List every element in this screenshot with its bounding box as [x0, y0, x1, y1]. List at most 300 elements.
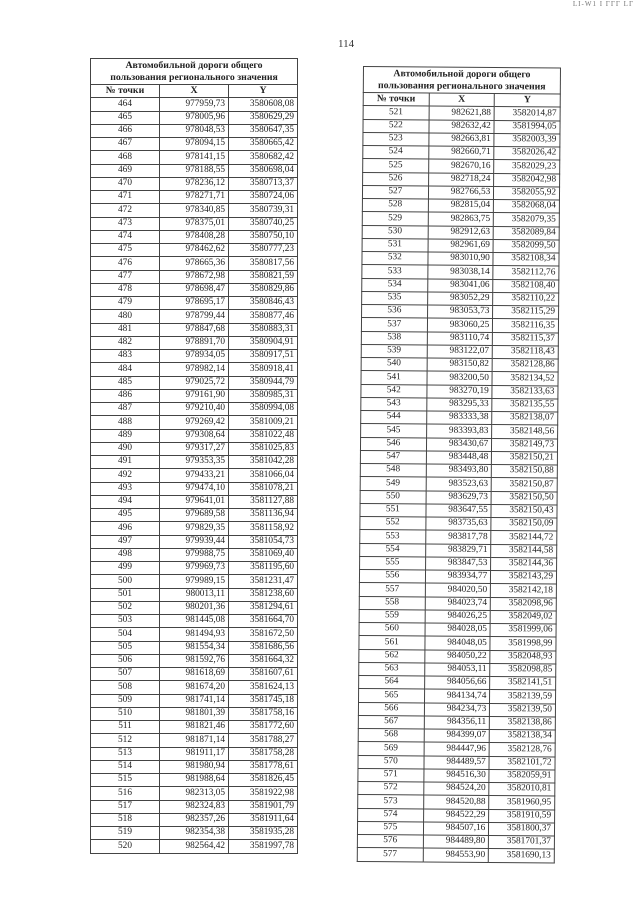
cell-x: 979829,35 [160, 522, 229, 535]
cell-x: 978891,70 [160, 336, 229, 349]
cell-point-number: 500 [91, 575, 160, 588]
cell-y: 3581066,04 [229, 469, 298, 482]
cell-x: 979269,42 [160, 416, 229, 429]
cell-point-number: 484 [91, 363, 160, 376]
cell-point-number: 541 [361, 371, 427, 385]
cell-point-number: 550 [360, 490, 426, 504]
cell-x: 983817,78 [425, 530, 491, 544]
cell-x: 981618,69 [160, 668, 229, 681]
cell-y: 3581607,61 [229, 668, 298, 681]
cell-x: 978934,05 [160, 350, 229, 363]
table-row [91, 813, 298, 826]
cell-x: 979210,40 [160, 403, 229, 416]
cell-point-number: 555 [360, 556, 426, 570]
cell-x: 982564,42 [160, 840, 229, 853]
cell-x: 983150,82 [427, 358, 493, 372]
cell-y: 3581800,37 [489, 822, 555, 836]
table-row [91, 350, 298, 363]
cell-y: 3581009,21 [229, 416, 298, 429]
cell-point-number: 472 [91, 204, 160, 217]
table-row [91, 747, 298, 760]
cell-x: 983270,19 [427, 385, 493, 399]
cell-y: 3582026,42 [494, 147, 560, 161]
cell-x: 981988,64 [160, 774, 229, 787]
cell-point-number: 505 [91, 641, 160, 654]
cell-point-number: 498 [91, 548, 160, 561]
cell-x: 984520,88 [423, 795, 489, 809]
cell-x: 982670,16 [428, 159, 494, 173]
cell-x: 983010,90 [428, 252, 494, 266]
cell-x: 978340,85 [160, 204, 229, 217]
table-row [91, 840, 298, 853]
table-row [91, 310, 298, 323]
cell-point-number: 502 [91, 601, 160, 614]
table-row [91, 164, 298, 177]
cell-x: 984516,30 [424, 769, 490, 783]
cell-y: 3581690,13 [489, 849, 555, 863]
cell-point-number: 471 [91, 191, 160, 204]
cell-y: 3581998,99 [490, 637, 556, 651]
table-row [91, 230, 298, 243]
cell-point-number: 528 [362, 198, 428, 212]
cell-point-number: 477 [91, 270, 160, 283]
table-row [91, 270, 298, 283]
cell-x: 982863,75 [428, 212, 494, 226]
table-row [91, 217, 298, 230]
cell-x: 982621,88 [429, 106, 495, 120]
cell-x: 983847,53 [425, 557, 491, 571]
table-row [91, 760, 298, 773]
cell-x: 983493,80 [426, 464, 492, 478]
cell-y: 3582055,92 [494, 186, 560, 200]
table-row [91, 482, 298, 495]
cell-x: 978375,01 [160, 217, 229, 230]
table-row [91, 575, 298, 588]
cell-x: 984489,57 [424, 755, 490, 769]
table-row [91, 429, 298, 442]
cell-y: 3580629,29 [229, 111, 298, 124]
cell-point-number: 540 [361, 357, 427, 371]
cell-x: 978236,12 [160, 177, 229, 190]
cell-y: 3581999,06 [490, 624, 556, 638]
table-title-line1: Автомобильной дороги общего [363, 67, 560, 82]
cell-y: 3580608,08 [229, 98, 298, 111]
cell-x: 982961,69 [428, 239, 494, 253]
cell-point-number: 564 [359, 675, 425, 689]
cell-point-number: 520 [91, 840, 160, 853]
cell-point-number: 469 [91, 164, 160, 177]
cell-y: 3582108,34 [493, 253, 559, 267]
col-header-x: X [160, 85, 229, 98]
table-row [91, 628, 298, 641]
cell-y: 3581910,59 [489, 809, 555, 823]
cell-y: 3582138,34 [490, 730, 556, 744]
cell-x: 979939,44 [160, 535, 229, 548]
cell-x: 983448,48 [426, 451, 492, 465]
cell-y: 3580917,51 [229, 350, 298, 363]
cell-point-number: 494 [91, 495, 160, 508]
cell-point-number: 545 [361, 424, 427, 438]
cell-x: 983829,71 [425, 544, 491, 558]
table-row [91, 707, 298, 720]
cell-point-number: 557 [359, 583, 425, 597]
cell-x: 979317,27 [160, 442, 229, 455]
cell-point-number: 486 [91, 389, 160, 402]
cell-x: 981980,94 [160, 760, 229, 773]
cell-point-number: 473 [91, 217, 160, 230]
cell-x: 982766,53 [428, 186, 494, 200]
cell-x: 983041,06 [427, 279, 493, 293]
cell-x: 984056,66 [424, 676, 490, 690]
cell-point-number: 526 [363, 172, 429, 186]
cell-y: 3580665,42 [229, 138, 298, 151]
cell-point-number: 566 [358, 702, 424, 716]
cell-point-number: 468 [91, 151, 160, 164]
cell-point-number: 556 [359, 569, 425, 583]
cell-y: 3580647,35 [229, 124, 298, 137]
cell-x: 983052,29 [427, 292, 493, 306]
cell-y: 3581997,78 [229, 840, 298, 853]
cell-y: 3581624,13 [229, 681, 298, 694]
table-row [91, 774, 298, 787]
cell-y: 3580740,25 [229, 217, 298, 230]
cell-point-number: 516 [91, 787, 160, 800]
cell-y: 3581758,16 [229, 707, 298, 720]
cell-point-number: 560 [359, 622, 425, 636]
cell-x: 981821,46 [160, 721, 229, 734]
cell-y: 3580877,46 [229, 310, 298, 323]
cell-y: 3580944,79 [229, 376, 298, 389]
cell-y: 3581231,47 [229, 575, 298, 588]
cell-x: 983523,63 [426, 477, 492, 491]
cell-x: 984524,20 [423, 782, 489, 796]
cell-y: 3581911,64 [229, 813, 298, 826]
table-row [91, 376, 298, 389]
cell-x: 982663,81 [429, 133, 495, 147]
cell-x: 979474,10 [160, 482, 229, 495]
cell-x: 979433,21 [160, 469, 229, 482]
cell-x: 979161,90 [160, 389, 229, 402]
cell-point-number: 529 [362, 212, 428, 226]
cell-point-number: 525 [363, 159, 429, 173]
cell-point-number: 490 [91, 442, 160, 455]
cell-y: 3582098,96 [491, 597, 557, 611]
cell-point-number: 508 [91, 681, 160, 694]
cell-point-number: 548 [360, 463, 426, 477]
cell-y: 3580821,59 [229, 270, 298, 283]
cell-y: 3581025,83 [229, 442, 298, 455]
cell-point-number: 534 [362, 278, 428, 292]
cell-y: 3581672,50 [229, 628, 298, 641]
cell-y: 3581901,79 [229, 800, 298, 813]
cell-x: 979988,75 [160, 548, 229, 561]
table-title-line2: пользования регионального значения [363, 80, 560, 94]
cell-x: 983295,33 [426, 398, 492, 412]
cell-x: 983200,50 [427, 371, 493, 385]
cell-y: 3581069,40 [229, 548, 298, 561]
cell-y: 3581022,48 [229, 429, 298, 442]
cell-x: 983430,67 [426, 438, 492, 452]
cell-x: 982912,63 [428, 226, 494, 240]
cell-x: 978141,15 [160, 151, 229, 164]
cell-point-number: 512 [91, 734, 160, 747]
cell-x: 978408,28 [160, 230, 229, 243]
table-row [91, 403, 298, 416]
table-row [91, 456, 298, 469]
cell-x: 978698,47 [160, 283, 229, 296]
corner-header-mark: LI-W1 I ГГГ LГ [572, 0, 634, 8]
cell-point-number: 547 [360, 450, 426, 464]
cell-y: 3581195,60 [229, 562, 298, 575]
cell-y: 3580904,91 [229, 336, 298, 349]
cell-y: 3582108,40 [493, 279, 559, 293]
cell-point-number: 503 [91, 615, 160, 628]
cell-x: 978048,53 [160, 124, 229, 137]
cell-point-number: 492 [91, 469, 160, 482]
cell-y: 3580724,06 [229, 191, 298, 204]
cell-x: 978672,98 [160, 270, 229, 283]
cell-point-number: 479 [91, 297, 160, 310]
cell-y: 3582141,51 [490, 677, 556, 691]
cell-y: 3582099,50 [493, 239, 559, 253]
cell-x: 983735,63 [426, 517, 492, 531]
table-row [91, 389, 298, 402]
cell-x: 984447,96 [424, 742, 490, 756]
cell-point-number: 510 [91, 707, 160, 720]
cell-point-number: 558 [359, 596, 425, 610]
cell-y: 3580994,08 [229, 403, 298, 416]
table-row [91, 668, 298, 681]
cell-x: 984234,73 [424, 702, 490, 716]
cell-point-number: 485 [91, 376, 160, 389]
cell-y: 3581778,61 [229, 760, 298, 773]
cell-point-number: 563 [359, 662, 425, 676]
cell-x: 983110,74 [427, 332, 493, 346]
table-row [91, 654, 298, 667]
cell-y: 3582150,88 [492, 465, 558, 479]
cell-point-number: 475 [91, 244, 160, 257]
table-row [91, 694, 298, 707]
cell-y: 3580918,41 [229, 363, 298, 376]
cell-y: 3582133,63 [492, 385, 558, 399]
cell-y: 3582144,72 [491, 531, 557, 545]
table-body [357, 106, 560, 863]
cell-y: 3582089,84 [493, 226, 559, 240]
cell-y: 3582144,58 [491, 544, 557, 558]
cell-x: 984053,11 [424, 663, 490, 677]
cell-y: 3582142,18 [491, 584, 557, 598]
table-row [91, 721, 298, 734]
cell-y: 3582110,22 [493, 292, 559, 306]
table-row [91, 283, 298, 296]
cell-y: 3582128,86 [492, 359, 558, 373]
cell-point-number: 577 [357, 848, 423, 862]
cell-point-number: 474 [91, 230, 160, 243]
cell-y: 3582138,07 [492, 412, 558, 426]
col-header-y: Y [494, 94, 560, 108]
table-row [91, 204, 298, 217]
cell-y: 3582144,36 [491, 557, 557, 571]
cell-x: 983333,38 [426, 411, 492, 425]
cell-x: 978847,68 [160, 323, 229, 336]
cell-x: 981554,34 [160, 641, 229, 654]
cell-point-number: 513 [91, 747, 160, 760]
cell-y: 3581960,95 [489, 796, 555, 810]
cell-point-number: 554 [360, 543, 426, 557]
cell-point-number: 561 [359, 636, 425, 650]
cell-y: 3582010,81 [489, 783, 555, 797]
table-row [91, 363, 298, 376]
cell-y: 3582118,43 [493, 345, 559, 359]
table-title-line2: пользования регионального значения [91, 72, 298, 85]
cell-point-number: 495 [91, 509, 160, 522]
cell-point-number: 539 [361, 344, 427, 358]
cell-x: 982660,71 [428, 146, 494, 160]
table-row [91, 522, 298, 535]
coordinates-table-right [357, 66, 561, 863]
cell-point-number: 536 [362, 304, 428, 318]
col-header-y: Y [229, 85, 298, 98]
cell-x: 979641,01 [160, 495, 229, 508]
table-row [91, 442, 298, 455]
cell-x: 984522,29 [423, 808, 489, 822]
cell-y: 3582068,04 [494, 200, 560, 214]
cell-y: 3582138,86 [490, 716, 556, 730]
cell-y: 3580713,37 [229, 177, 298, 190]
cell-x: 978271,71 [160, 191, 229, 204]
cell-y: 3582128,76 [489, 743, 555, 757]
cell-x: 983038,14 [427, 265, 493, 279]
cell-point-number: 515 [91, 774, 160, 787]
cell-x: 981911,17 [160, 747, 229, 760]
cell-x: 982313,05 [160, 787, 229, 800]
cell-x: 979969,73 [160, 562, 229, 575]
table-title-line1: Автомобильной дороги общего [91, 59, 298, 73]
cell-point-number: 559 [359, 609, 425, 623]
cell-y: 3580829,86 [229, 283, 298, 296]
cell-y: 3582150,21 [492, 451, 558, 465]
cell-point-number: 552 [360, 516, 426, 530]
table-row [91, 588, 298, 601]
cell-y: 3582143,29 [491, 571, 557, 585]
cell-point-number: 483 [91, 350, 160, 363]
table-row [91, 416, 298, 429]
cell-x: 982354,38 [160, 827, 229, 840]
cell-x: 983629,73 [426, 491, 492, 505]
cell-x: 984028,05 [425, 623, 491, 637]
table-row [91, 257, 298, 270]
table-row [91, 191, 298, 204]
cell-x: 983122,07 [427, 345, 493, 359]
cell-x: 978799,44 [160, 310, 229, 323]
cell-point-number: 521 [363, 106, 429, 120]
cell-x: 983053,73 [427, 305, 493, 319]
cell-x: 981674,20 [160, 681, 229, 694]
cell-x: 979689,58 [160, 509, 229, 522]
table-row [91, 509, 298, 522]
cell-x: 984356,11 [424, 716, 490, 730]
cell-x: 979353,35 [160, 456, 229, 469]
cell-x: 984023,74 [425, 597, 491, 611]
cell-y: 3580750,10 [229, 230, 298, 243]
cell-point-number: 522 [363, 119, 429, 133]
cell-point-number: 551 [360, 503, 426, 517]
cell-x: 979308,64 [160, 429, 229, 442]
cell-x: 980201,36 [160, 601, 229, 614]
cell-point-number: 481 [91, 323, 160, 336]
cell-y: 3580817,56 [229, 257, 298, 270]
cell-point-number: 496 [91, 522, 160, 535]
cell-x: 981871,14 [160, 734, 229, 747]
table-row [357, 848, 554, 863]
cell-point-number: 573 [358, 795, 424, 809]
cell-point-number: 568 [358, 728, 424, 742]
table-row [91, 177, 298, 190]
cell-y: 3581664,32 [229, 654, 298, 667]
cell-point-number: 517 [91, 800, 160, 813]
cell-point-number: 511 [91, 721, 160, 734]
cell-y: 3582150,09 [491, 518, 557, 532]
table-row [91, 827, 298, 840]
cell-y: 3580883,31 [229, 323, 298, 336]
cell-y: 3582049,02 [490, 610, 556, 624]
cell-point-number: 507 [91, 668, 160, 681]
cell-y: 3582112,76 [493, 266, 559, 280]
cell-point-number: 570 [358, 755, 424, 769]
cell-y: 3582139,59 [490, 690, 556, 704]
cell-y: 3582029,23 [494, 160, 560, 174]
table-row [91, 124, 298, 137]
cell-x: 978188,55 [160, 164, 229, 177]
cell-point-number: 488 [91, 416, 160, 429]
cell-point-number: 482 [91, 336, 160, 349]
cell-y: 3581127,88 [229, 495, 298, 508]
table-row [91, 111, 298, 124]
cell-y: 3581294,61 [229, 601, 298, 614]
cell-y: 3581922,98 [229, 787, 298, 800]
cell-y: 3581042,28 [229, 456, 298, 469]
table-row [91, 535, 298, 548]
cell-point-number: 501 [91, 588, 160, 601]
cell-point-number: 532 [362, 251, 428, 265]
cell-x: 981445,08 [160, 615, 229, 628]
cell-point-number: 493 [91, 482, 160, 495]
cell-point-number: 465 [91, 111, 160, 124]
cell-y: 3581745,18 [229, 694, 298, 707]
cell-y: 3580777,23 [229, 244, 298, 257]
cell-x: 978665,36 [160, 257, 229, 270]
cell-point-number: 533 [362, 265, 428, 279]
cell-point-number: 519 [91, 827, 160, 840]
cell-point-number: 565 [359, 689, 425, 703]
col-header-point-number: № точки [91, 85, 160, 98]
cell-y: 3582014,87 [494, 107, 560, 121]
cell-y: 3581758,28 [229, 747, 298, 760]
cell-point-number: 489 [91, 429, 160, 442]
cell-point-number: 518 [91, 813, 160, 826]
cell-y: 3582048,93 [490, 650, 556, 664]
page-number: 114 [338, 38, 355, 50]
cell-y: 3582098,85 [490, 663, 556, 677]
cell-y: 3582101,72 [489, 756, 555, 770]
cell-y: 3582149,73 [492, 438, 558, 452]
cell-x: 982718,24 [428, 173, 494, 187]
cell-point-number: 476 [91, 257, 160, 270]
cell-point-number: 514 [91, 760, 160, 773]
table-row [91, 297, 298, 310]
cell-x: 984399,07 [424, 729, 490, 743]
cell-y: 3582150,87 [491, 478, 557, 492]
